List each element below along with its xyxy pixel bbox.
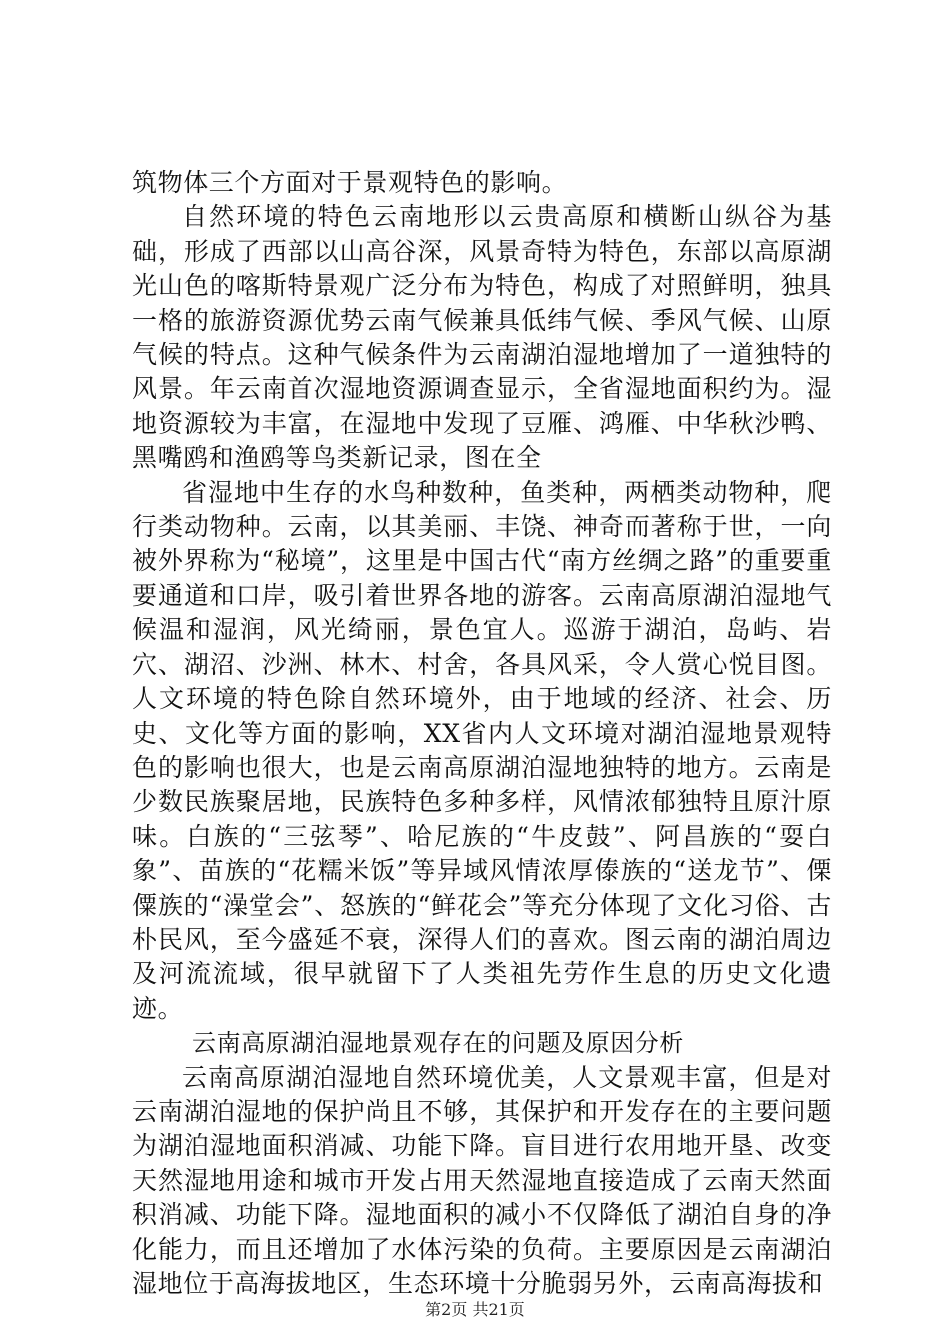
paragraph-problems: 云南高原湖泊湿地自然环境优美，人文景观丰富，但是对云南湖泊湿地的保护尚且不够，其保护和开发存在的主要问题为湖泊湿地面积消减、功能下降。盲目进行农用地开垦、改变天然湿地用途和城市开发占用天然湿地直接造成了云南天然面积消减、功能下降。湿地面积的减小不仅降低了湖泊自身的净化能力，而且还增加了水体污染的负荷。主要原因是云南湖泊湿地位于高海拔地区，生态环境十分脆弱另外，云南高海拔和 — [132, 1062, 832, 1298]
paragraph-wildlife-and-culture: 省湿地中生存的水鸟种数种，鱼类种，两栖类动物种，爬行类动物种。云南，以其美丽、丰饶、神奇而著称于世，一向被外界称为“秘境”，这里是中国古代“南方丝绸之路”的重要重要通道和口岸，吸引着世界各地的游客。云南高原湖泊湿地气候温和湿润，风光绮丽，景色宜人。巡游于湖泊，岛屿、岩穴、湖沼、沙洲、林木、村舍，各具风采，令人赏心悦目图。人文环境的特色除自然环境外，由于地域的经济、社会、历史、文化等方面的影响，XX省内人文环境对湖泊湿地景观特色的影响也很大，也是云南高原湖泊湿地独特的地方。云南是少数民族聚居地，民族特色多种多样，风情浓郁独特且原汁原味。白族的“三弦琴”、哈尼族的“牛皮鼓”、阿昌族的“耍白象”、苗族的“花糯米饭”等异域风情浓厚傣族的“送龙节”、傈僳族的“澡堂会”、怒族的“鲜花会”等充分体现了文化习俗、古朴民风，至今盛延不衰，深得人们的喜欢。图云南的湖泊周边及河流流域，很早就留下了人类祖先劳作生息的历史文化遗迹。 — [132, 477, 832, 1023]
page-number-label: 第2页 共21页 — [425, 1300, 525, 1319]
page-footer — [0, 1300, 950, 1320]
document-body — [132, 166, 832, 1301]
section-heading: 云南高原湖泊湿地景观存在的问题及原因分析 — [192, 1029, 684, 1058]
paragraph-natural-environment: 自然环境的特色云南地形以云贵高原和横断山纵谷为基础，形成了西部以山高谷深，风景奇特为特色，东部以高原湖光山色的喀斯特景观广泛分布为特色，构成了对照鲜明，独具一格的旅游资源优势云南气候兼具低纬气候、季风气候、山原气候的特点。这种气候条件为云南湖泊湿地增加了一道独特的风景。年云南首次湿地资源调查显示，全省湿地面积约为。湿地资源较为丰富，在湿地中发现了豆雁、鸿雁、中华秋沙鸭、黑嘴鸥和渔鸥等鸟类新记录，图在全 — [132, 202, 832, 473]
paragraph-continuation: 筑物体三个方面对于景观特色的影响。 — [132, 168, 568, 197]
